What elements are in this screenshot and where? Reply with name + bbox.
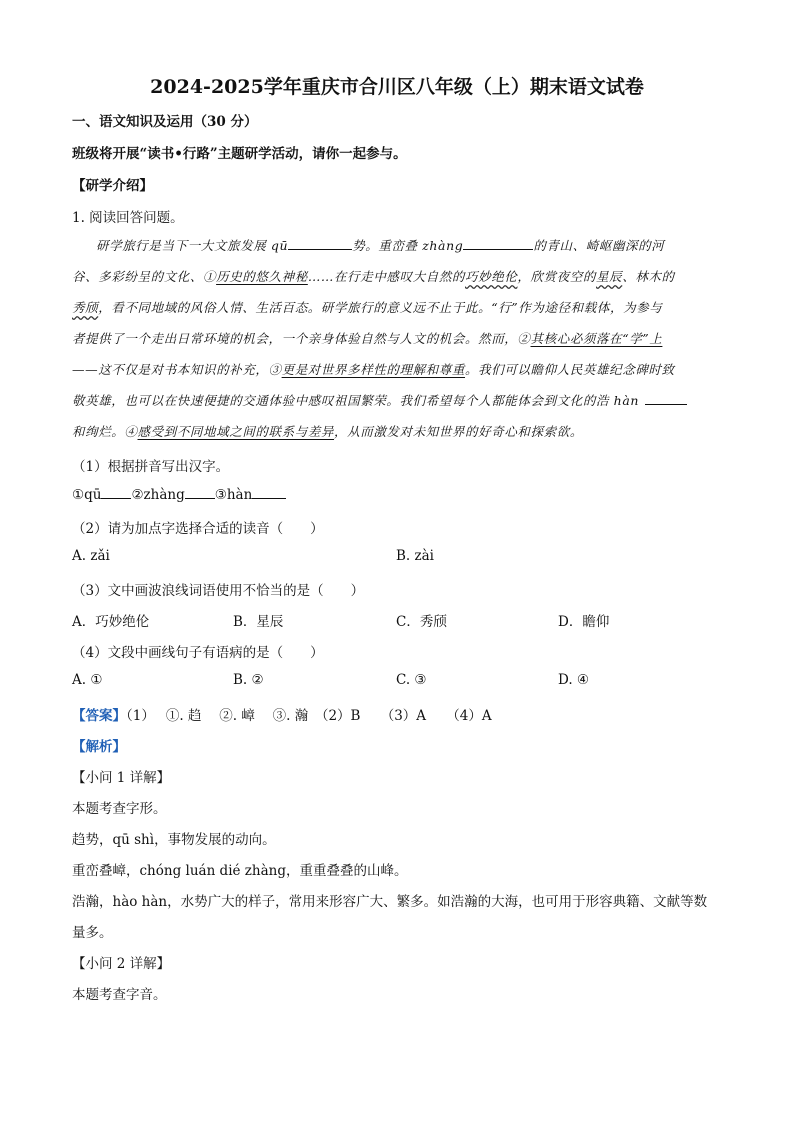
answer-blank-2 <box>185 486 215 499</box>
sub-question-3: （3）文中画波浪线词语使用不恰当的是（ ） <box>72 583 365 599</box>
sub-question-1: （1）根据拼音写出汉字。 <box>72 459 230 475</box>
wavy-word-b: 星辰 <box>596 269 623 284</box>
answer-tag: 【答案】 <box>72 708 126 724</box>
analysis-line-6: 本题考查字音。 <box>72 987 167 1003</box>
analysis-line-1: 本题考查字形。 <box>72 801 167 817</box>
wavy-word-a: 巧妙绝伦 <box>465 269 518 284</box>
analysis-line-4: 浩瀚，hào hàn，水势广大的样子，常用来形容广大、繁多。如浩瀚的大海，也可用于形容典籍、文献等数 <box>72 894 708 910</box>
sub4-option-a: A. ① <box>72 672 103 688</box>
answer-line <box>72 704 492 724</box>
sub4-option-d: D. ④ <box>558 672 590 688</box>
intro-text: 班级将开展“读书•行路”主题研学活动，请你一起参与。 <box>72 146 407 162</box>
sub2-option-a: A. zǎi <box>72 548 110 564</box>
underlined-sentence-4: 感受到不同地域之间的联系与差异 <box>137 424 335 439</box>
passage-line-5: ——这不仅是对书本知识的补充，③更是对世界多样性的理解和尊重。我们可以瞻仰人民英雄纪念碑时致 <box>72 362 675 377</box>
sub-2-detail-heading: 【小问 2 详解】 <box>72 956 171 972</box>
sub-question-2: （2）请为加点字选择合适的读音（ ） <box>72 521 324 537</box>
passage-line-4: 者提供了一个走出日常环境的机会，一个亲身体验自然与人文的机会。然而，②其核心必须落在“学”上 <box>72 331 663 346</box>
answer-blank-1 <box>101 486 131 499</box>
blank-qu <box>288 237 352 250</box>
sub-question-4: （4）文段中画线句子有语病的是（ ） <box>72 645 324 661</box>
research-intro-heading: 【研学介绍】 <box>72 178 153 194</box>
wavy-word-c: 秀颀 <box>72 300 99 315</box>
blank-zhang <box>463 237 533 250</box>
answer-text: （1） ①. 趋 ②. 嶂 ③. 瀚 （2）B （3）A （4）A <box>126 708 492 724</box>
passage-line-2: 谷、多彩纷呈的文化、①历史的悠久神秘……在行走中感叹大自然的巧妙绝伦，欣赏夜空的星辰、林木的 <box>72 269 675 284</box>
analysis-line-5: 量多。 <box>72 925 113 941</box>
sub-question-1-blanks: ①qū ②zhàng ③hàn <box>72 486 286 503</box>
analysis-line-3: 重峦叠嶂，chóng luán dié zhàng，重重叠叠的山峰。 <box>72 863 408 879</box>
sub3-option-a: A．巧妙绝伦 <box>72 614 150 630</box>
section-heading: 一、语文知识及运用（30 分） <box>72 114 258 130</box>
sub2-option-b: B. zài <box>396 548 434 564</box>
question-1-stem: 1. 阅读回答问题。 <box>72 210 184 226</box>
sub3-option-b: B．星辰 <box>233 614 284 630</box>
underlined-sentence-3: 更是对世界多样性的理解和尊重 <box>281 362 466 377</box>
underlined-sentence-1: 历史的悠久神秘 <box>216 269 308 284</box>
analysis-line-2: 趋势，qū shì，事物发展的动向。 <box>72 832 276 848</box>
sub3-option-d: D．瞻仰 <box>558 614 610 630</box>
sub-1-detail-heading: 【小问 1 详解】 <box>72 770 171 786</box>
underlined-sentence-2: 其核心必须落在“学”上 <box>530 331 663 346</box>
passage-line-6: 敬英雄，也可以在快速便捷的交通体验中感叹祖国繁荣。我们希望每个人都能体会到文化的浩 hàn <box>72 391 687 409</box>
blank-han <box>645 392 687 405</box>
sub4-option-b: B. ② <box>233 672 264 688</box>
page-title: 2024-2025学年重庆市合川区八年级（上）期末语文试卷 <box>150 76 644 98</box>
answer-blank-3 <box>252 486 286 499</box>
sub3-option-c: C．秀颀 <box>396 614 447 630</box>
passage-line-1: 研学旅行是当下一大文旅发展 qū 势。重峦叠 zhàng 的青山、崎岖幽深的河 <box>96 238 665 253</box>
passage-line-7: 和绚烂。④感受到不同地域之间的联系与差异，从而激发对未知世界的好奇心和探索欲。 <box>72 424 583 439</box>
sub4-option-c: C. ③ <box>396 672 427 688</box>
passage-line-3: 秀颀，看不同地域的风俗人情、生活百态。研学旅行的意义远不止于此。“行”作为途径和载体，为参与 <box>72 300 663 315</box>
analysis-tag: 【解析】 <box>72 739 126 755</box>
